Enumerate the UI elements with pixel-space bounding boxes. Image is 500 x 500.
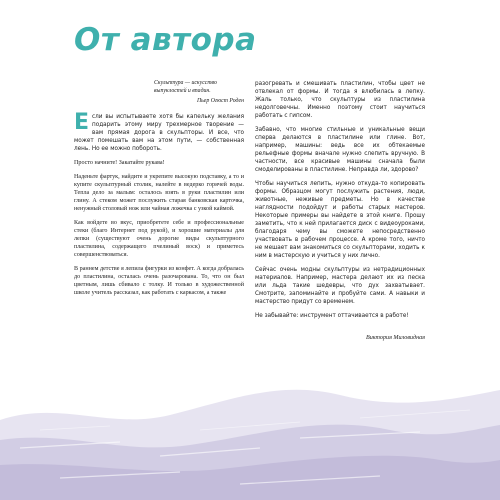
right-column: [255, 80, 425, 342]
epigraph: [74, 80, 244, 105]
paragraph: Не забывайте: инструмент оттачивается в работе!: [255, 313, 409, 319]
paragraph: [74, 110, 244, 153]
paragraph: Как войдете во вкус, приобретете себе и профессиональные стеки (благо Интернет под рукой), и хорошие материалы для лепки (существуют очень дорогие виды скульптурного пластилина, содержащего пчелиный воск) и приметесь совершенствоваться.: [74, 220, 244, 259]
paragraph: Забавно, что многие стильные и уникальные вещи сперва делаются в пластилине или глине. Вот, например, машины: ведь все их обтекаемые рельефные формы вначале нужно слепить вручную. В частности, все красивые машины сначала были смоделированы в пластилине. Неправда ли, здорово?: [255, 127, 425, 173]
drop-cap: Е: [74, 110, 90, 136]
epigraph-quote: Скульптура — искусство выпуклостей и впадин.: [154, 80, 217, 94]
author-signature: Виктория Миловидная: [365, 335, 425, 341]
epigraph-author: Пьер Огюст Роден: [196, 97, 244, 104]
decorative-brushstroke-background: [0, 360, 500, 500]
paragraph: разогревать и смешивать пластилин, чтобы цвет не отвлекал от формы. И тогда я влюбилась в лепку. Жаль только, что скульптуры из пластилина недолговечны. Именно поэтому стоит научиться работать с гипсом.: [255, 81, 425, 119]
paragraph: Сейчас очень модны скульптуры из нетрадиционных материалов. Например, мастера делают их из песка или льда такие шедевры, что дух захватывает. Смотрите, запоминайте и пробуйте сами. А навыки и мастерство придут со временем.: [255, 267, 425, 305]
paragraph: Просто начните! Закатайте рукава!: [74, 160, 165, 167]
left-column: [74, 80, 244, 303]
paragraph: Чтобы научиться лепить, нужно откуда-то копировать формы. Образцом могут послужить растения, люди, животные, неживые предметы. Но в качестве наглядности подойдут и работы старых мастеров. Некоторые примеры вы найдете в этой книге. Прошу заметить, что к ней прилагается диск с видеоуроками, благодаря чему вы сможете непосредственно участвовать в рабочем процессе. А кроме того, ничто не мешает вам знакомиться со скульпторами, ходить к ним в мастерскую и учиться у них лично.: [255, 181, 425, 259]
paragraph: В раннем детстве я лепила фигурки из конфет. А когда добралась до пластилина, осталась очень разочарована. То, что он был цветным, лишь сбивало с толку. И только в художественной школе учитель рассказал, как работать с каркасом, а также: [74, 266, 244, 297]
paragraph-text: сли вы испытываете хотя бы капельку желания подарить этому миру трехмерное творение — вам прямая дорога в скульпторы. И все, что может помешать вам на этом пути, — собственная лень. Но ее можно побороть.: [74, 114, 244, 153]
page-title: От автора: [74, 22, 257, 58]
paragraph: Наденьте фартук, найдите и укрепите высокую подставку, а то и купите скульптурный столик, налейте в ведерко горячей воды. Тепла дело за малым: осталось взять в руки пластилин или глину. А стеком может послужить старая банковская карточка, ненужный столовый нож или чайная ложечка с узкой каймой.: [74, 174, 244, 213]
